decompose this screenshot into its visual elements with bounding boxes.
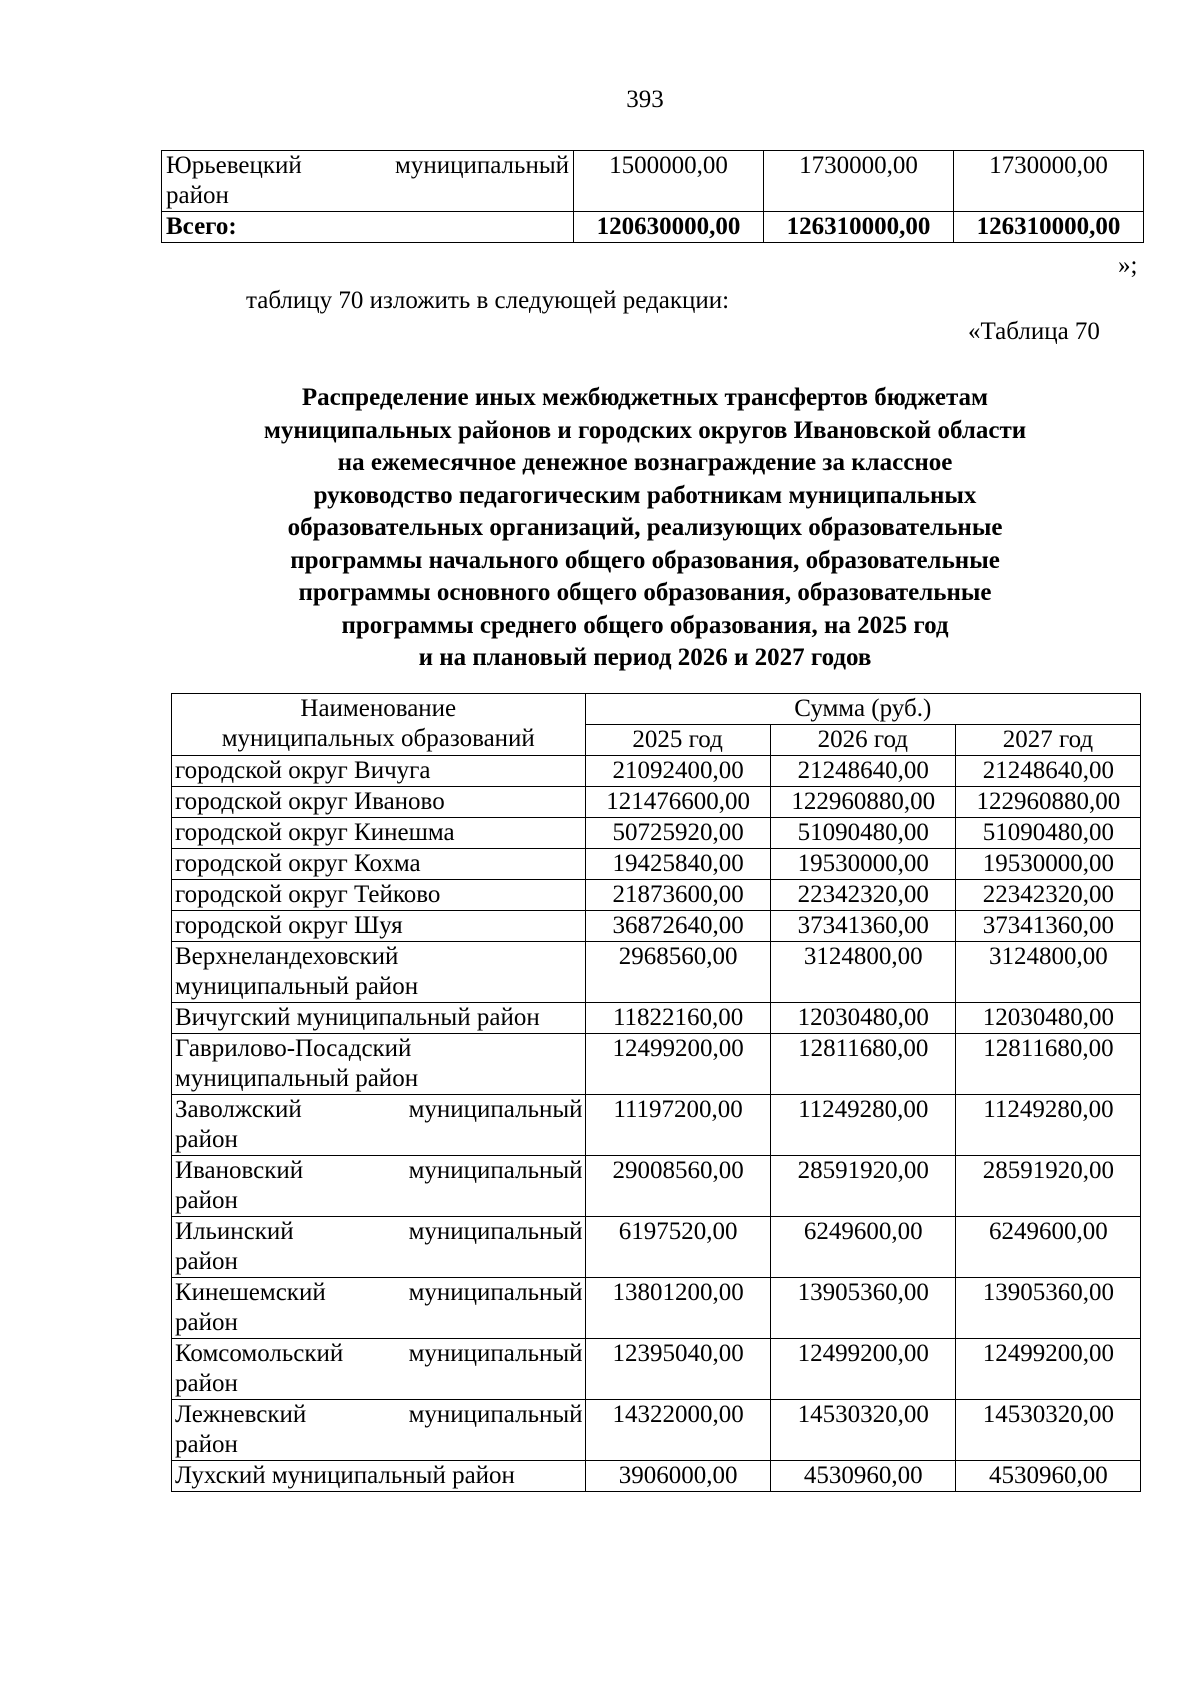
total-label: Всего:	[162, 212, 574, 243]
name-line: Ильинский муниципальный	[175, 1218, 583, 1245]
table-row	[172, 1217, 1141, 1278]
table-row	[172, 942, 1141, 1003]
value-2026: 12811680,00	[770, 1034, 955, 1095]
municipality-name	[172, 1461, 586, 1492]
name-line: муниципальный район	[175, 1065, 419, 1092]
value-2025: 12395040,00	[585, 1339, 770, 1400]
value-2026: 3124800,00	[770, 942, 955, 1003]
municipality-name	[172, 756, 586, 787]
value-2027: 12499200,00	[955, 1339, 1140, 1400]
municipality-name	[172, 849, 586, 880]
header-row	[172, 694, 1141, 725]
name-line: городской округ Тейково	[175, 881, 441, 908]
title-line: программы основного общего образования, образовательные	[298, 579, 992, 606]
value-2025: 11822160,00	[585, 1003, 770, 1034]
value-2025: 21092400,00	[585, 756, 770, 787]
table-row	[172, 1278, 1141, 1339]
name-line: район	[175, 1126, 238, 1153]
total-row	[162, 212, 1144, 243]
page-number: 393	[626, 86, 664, 113]
table-row	[172, 1003, 1141, 1034]
value-2026: 122960880,00	[770, 787, 955, 818]
header-name	[172, 694, 586, 756]
header-sum: Сумма (руб.)	[585, 694, 1140, 725]
header-name-line: Наименование	[300, 695, 457, 722]
value-2027: 1730000,00	[954, 151, 1144, 212]
municipality-name	[172, 1339, 586, 1400]
value-2027: 12030480,00	[955, 1003, 1140, 1034]
name-line: район	[175, 1431, 238, 1458]
value-2025: 3906000,00	[585, 1461, 770, 1492]
value-2026: 37341360,00	[770, 911, 955, 942]
municipality-name	[172, 1003, 586, 1034]
header-2025: 2025 год	[585, 725, 770, 756]
name-line: городской округ Кохма	[175, 850, 421, 877]
name-line: городской округ Иваново	[175, 788, 445, 815]
value-2027: 3124800,00	[955, 942, 1140, 1003]
municipality-name	[172, 787, 586, 818]
title-line: на ежемесячное денежное вознаграждение за классное	[337, 449, 953, 476]
name-part: Юрьевецкий	[166, 152, 302, 179]
value-2025: 36872640,00	[585, 911, 770, 942]
name-line: Заволжский муниципальный	[175, 1096, 583, 1123]
value-2025: 121476600,00	[585, 787, 770, 818]
value-2027: 22342320,00	[955, 880, 1140, 911]
name-line: район	[175, 1309, 238, 1336]
table-row	[172, 787, 1141, 818]
value-2027: 37341360,00	[955, 911, 1140, 942]
table-row	[172, 1461, 1141, 1492]
value-2027: 28591920,00	[955, 1156, 1140, 1217]
name-line: городской округ Вичуга	[175, 757, 431, 784]
value-2025: 50725920,00	[585, 818, 770, 849]
table-row	[172, 1095, 1141, 1156]
name-line: район	[175, 1370, 238, 1397]
municipality-name	[172, 1095, 586, 1156]
table-row	[172, 1339, 1141, 1400]
value-2027: 19530000,00	[955, 849, 1140, 880]
value-2026: 6249600,00	[770, 1217, 955, 1278]
value-2027: 6249600,00	[955, 1217, 1140, 1278]
header-name-line: муниципальных образований	[221, 725, 535, 752]
title-line: программы среднего общего образования, на 2025 год	[341, 611, 949, 639]
header-2026: 2026 год	[770, 725, 955, 756]
value-2026: 13905360,00	[770, 1278, 955, 1339]
value-2027: 51090480,00	[955, 818, 1140, 849]
name-line: район	[166, 182, 229, 209]
municipality-name	[172, 1278, 586, 1339]
municipality-name	[172, 1217, 586, 1278]
name-line	[166, 151, 569, 181]
name-line: район	[175, 1248, 238, 1275]
name-line: Ивановский муниципальный	[175, 1157, 583, 1184]
value-2026: 12499200,00	[770, 1339, 955, 1400]
name-line: Кинешемский муниципальный	[175, 1279, 583, 1306]
value-2026: 11249280,00	[770, 1095, 955, 1156]
total-2026: 126310000,00	[764, 212, 954, 243]
value-2025: 14322000,00	[585, 1400, 770, 1461]
value-2025: 13801200,00	[585, 1278, 770, 1339]
name-line: район	[175, 1187, 238, 1214]
end-quote: »;	[1118, 252, 1138, 279]
header-2027: 2027 год	[955, 725, 1140, 756]
municipality-name	[172, 942, 586, 1003]
name-line: Лухский муниципальный район	[175, 1462, 515, 1489]
distribution-table	[171, 693, 1141, 1492]
name-line: Гаврилово-Посадский	[175, 1035, 412, 1062]
name-line: Вичугский муниципальный район	[175, 1004, 540, 1031]
table-row	[162, 151, 1144, 212]
name-line: Верхнеландеховский	[175, 943, 399, 970]
value-2025: 12499200,00	[585, 1034, 770, 1095]
table-row	[172, 911, 1141, 942]
value-2026: 51090480,00	[770, 818, 955, 849]
value-2027: 21248640,00	[955, 756, 1140, 787]
value-2027: 122960880,00	[955, 787, 1140, 818]
value-2025: 29008560,00	[585, 1156, 770, 1217]
value-2026: 12030480,00	[770, 1003, 955, 1034]
value-2025: 1500000,00	[574, 151, 764, 212]
municipality-name	[172, 1156, 586, 1217]
name-line: Лежневский муниципальный	[175, 1401, 583, 1428]
total-2025: 120630000,00	[574, 212, 764, 243]
name-line: Комсомольский муниципальный	[175, 1340, 583, 1367]
value-2025: 21873600,00	[585, 880, 770, 911]
table-row	[172, 818, 1141, 849]
table-body	[172, 756, 1141, 1492]
name-line: городской округ Шуя	[175, 912, 403, 939]
title-line: программы начального общего образования, образовательные	[290, 546, 1000, 574]
municipality-name	[162, 151, 574, 212]
value-2027: 12811680,00	[955, 1034, 1140, 1095]
table-row	[172, 1156, 1141, 1217]
municipality-name	[172, 911, 586, 942]
value-2026: 19530000,00	[770, 849, 955, 880]
table-row	[172, 756, 1141, 787]
table-label: «Таблица 70	[968, 318, 1100, 345]
table-row	[172, 1034, 1141, 1095]
table-row	[172, 880, 1141, 911]
value-2027: 11249280,00	[955, 1095, 1140, 1156]
title-line: муниципальных районов и городских округов Ивановской области	[263, 416, 1027, 444]
value-2026: 28591920,00	[770, 1156, 955, 1217]
value-2025: 2968560,00	[585, 942, 770, 1003]
title-line: и на плановый период 2026 и 2027 годов	[418, 644, 872, 671]
value-2026: 22342320,00	[770, 880, 955, 911]
title-line: руководство педагогическим работникам муниципальных	[313, 481, 977, 509]
table-title	[160, 382, 1130, 675]
table-row	[172, 849, 1141, 880]
name-line: городской округ Кинешма	[175, 819, 455, 846]
municipality-name	[172, 1034, 586, 1095]
title-line: образовательных организаций, реализующих образовательные	[287, 514, 1003, 541]
value-2026: 1730000,00	[764, 151, 954, 212]
table-row	[172, 1400, 1141, 1461]
previous-table-end	[161, 150, 1144, 243]
name-line: муниципальный район	[175, 973, 419, 1000]
value-2027: 13905360,00	[955, 1278, 1140, 1339]
instruction-text: таблицу 70 изложить в следующей редакции:	[246, 287, 730, 314]
value-2027: 4530960,00	[955, 1461, 1140, 1492]
municipality-name	[172, 1400, 586, 1461]
value-2026: 21248640,00	[770, 756, 955, 787]
municipality-name	[172, 880, 586, 911]
name-part: муниципальный	[395, 152, 569, 179]
value-2026: 14530320,00	[770, 1400, 955, 1461]
title-line: Распределение иных межбюджетных трансфертов бюджетам	[301, 384, 989, 411]
total-2027: 126310000,00	[954, 212, 1144, 243]
value-2025: 11197200,00	[585, 1095, 770, 1156]
value-2027: 14530320,00	[955, 1400, 1140, 1461]
value-2025: 19425840,00	[585, 849, 770, 880]
municipality-name	[172, 818, 586, 849]
value-2025: 6197520,00	[585, 1217, 770, 1278]
value-2026: 4530960,00	[770, 1461, 955, 1492]
